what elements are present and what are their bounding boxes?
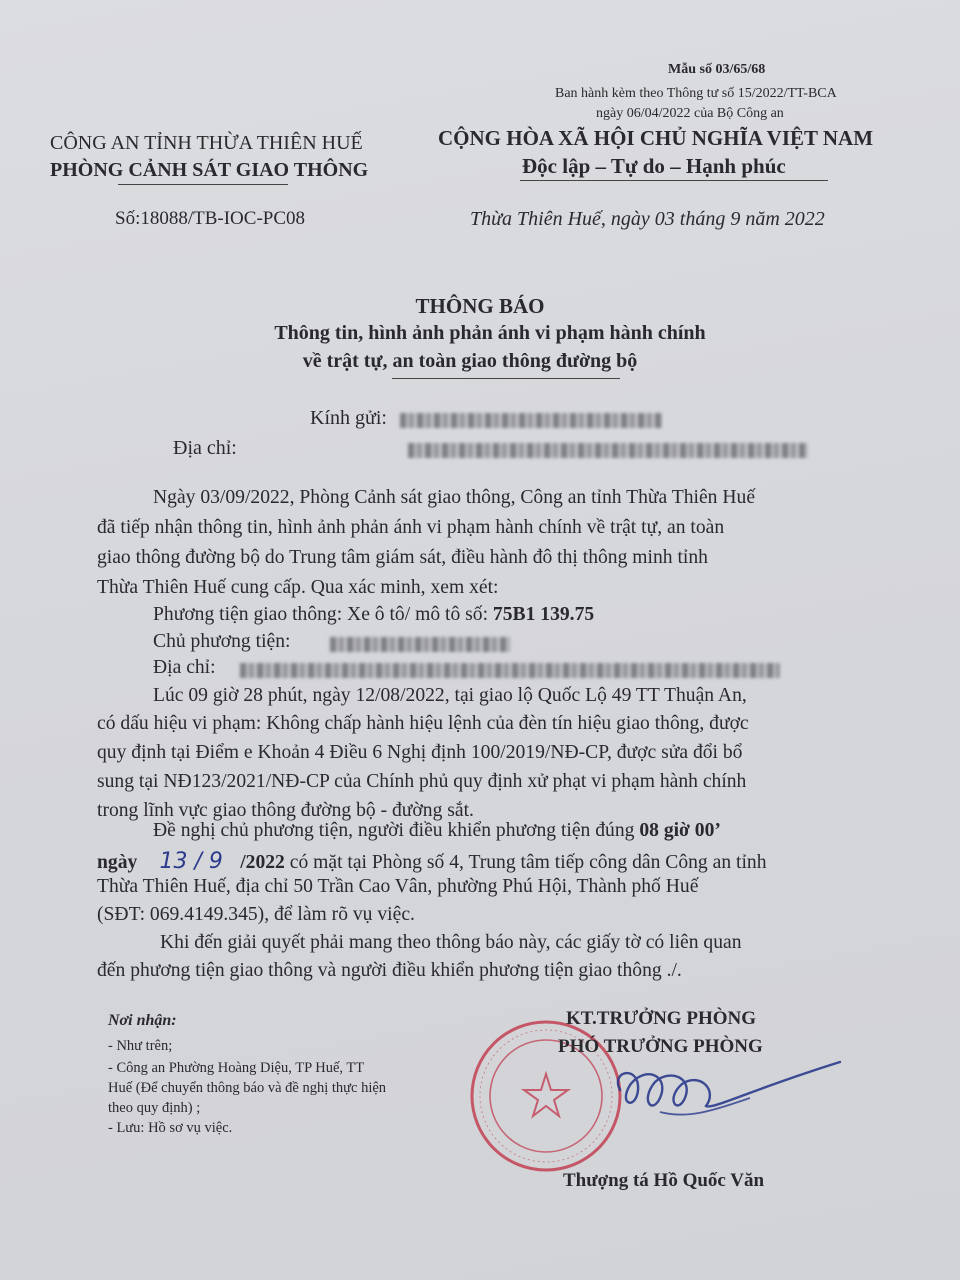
document-subtitle-1: Thông tin, hình ảnh phản ánh vi phạm hành chính: [274, 322, 706, 344]
recipient-item-2b: Huế (Để chuyển thông báo và đề nghị thực hiện: [108, 1080, 387, 1096]
subtitle-underline: [392, 378, 620, 379]
appointment-date-handwritten: 13 / 9: [159, 849, 223, 874]
recipient-item-2c: theo quy định) ;: [108, 1100, 201, 1116]
para3-line1: [153, 820, 721, 842]
vehicle-label: Phương tiện giao thông: Xe ô tô/ mô tô số:: [153, 604, 493, 625]
document-title: THÔNG BÁO: [415, 294, 545, 318]
country-name: CỘNG HÒA XÃ HỘI CHỦ NGHĨA VIỆT NAM: [438, 126, 874, 150]
para1-line1: Ngày 03/09/2022, Phòng Cảnh sát giao thông, Công an tỉnh Thừa Thiên Huế: [153, 487, 756, 508]
para3-line2: [97, 849, 767, 874]
recipient-address-label: Địa chỉ:: [173, 437, 237, 459]
appointment-day-label: ngày: [97, 852, 138, 873]
para2-line1: Lúc 09 giờ 28 phút, ngày 12/08/2022, tại giao lộ Quốc Lộ 49 TT Thuận An,: [153, 685, 747, 706]
para4-line2: đến phương tiện giao thông và người điều khiển phương tiện giao thông ./.: [97, 960, 682, 981]
owner-label: Chủ phương tiện:: [153, 631, 291, 652]
para1-line3: giao thông đường bộ do Trung tâm giám sát, điều hành đô thị thông minh tỉnh: [97, 547, 708, 568]
agency-underline: [118, 184, 288, 185]
recipient-item-1: - Như trên;: [108, 1038, 173, 1054]
agency-parent: CÔNG AN TỈNH THỪA THIÊN HUẾ: [50, 132, 363, 154]
appointment-time: 08 giờ 00’: [639, 820, 721, 841]
appointment-place: có mặt tại Phòng số 4, Trung tâm tiếp công dân Công an tỉnh: [284, 852, 767, 873]
para1-line4: Thừa Thiên Huế cung cấp. Qua xác minh, xem xét:: [97, 577, 499, 598]
vehicle-plate: 75B1 139.75: [492, 604, 595, 625]
para3-line3: Thừa Thiên Huế, địa chỉ 50 Trần Cao Vân, phường Phú Hội, Thành phố Huế: [97, 876, 699, 897]
signer-name: Thượng tá Hồ Quốc Văn: [563, 1170, 765, 1191]
recipient-item-2: - Công an Phường Hoàng Diệu, TP Huế, TT: [108, 1060, 365, 1076]
para1-line2: đã tiếp nhận thông tin, hình ảnh phản ánh vi phạm hành chính về trật tự, an toàn: [97, 517, 725, 538]
para3-text: Đề nghị chủ phương tiện, người điều khiển phương tiện đúng: [153, 820, 640, 841]
redacted-recipient-address: [408, 443, 808, 458]
motto-underline: [520, 180, 828, 181]
para2-line4: sung tại NĐ123/2021/NĐ-CP của Chính phủ quy định xử phạt vi phạm hành chính: [97, 771, 747, 792]
recipients-heading: Nơi nhận:: [108, 1012, 177, 1029]
form-number: Mẫu số 03/65/68: [668, 62, 766, 77]
para2-line2: có dấu hiệu vi phạm: Không chấp hành hiệu lệnh của đèn tín hiệu giao thông, được: [97, 713, 749, 734]
owner-address-label: Địa chỉ:: [153, 657, 216, 678]
para2-line3: quy định tại Điểm e Khoản 4 Điều 6 Nghị định 100/2019/NĐ-CP, được sửa đổi bổ: [97, 742, 743, 763]
redacted-recipient-name: [400, 413, 662, 428]
national-motto: Độc lập – Tự do – Hạnh phúc: [522, 154, 786, 178]
appointment-year: /2022: [240, 852, 285, 873]
handwritten-signature: [600, 1050, 850, 1150]
document-subtitle-2: về trật tự, an toàn giao thông đường bộ: [302, 350, 638, 372]
para3-line4: (SĐT: 069.4149.345), để làm rõ vụ việc.: [97, 904, 415, 925]
para4-line1: Khi đến giải quyết phải mang theo thông báo này, các giấy tờ có liên quan: [160, 932, 742, 953]
recipient-label: Kính gửi:: [310, 407, 387, 429]
redacted-owner-address: [240, 663, 780, 678]
vehicle-line: [153, 604, 594, 626]
form-issued-date: ngày 06/04/2022 của Bộ Công an: [596, 106, 784, 121]
agency-name: PHÒNG CẢNH SÁT GIAO THÔNG: [50, 159, 369, 181]
document-number: Số:18088/TB-IOC-PC08: [115, 208, 306, 229]
signer-title: PHÓ TRƯỞNG PHÒNG: [558, 1036, 763, 1057]
recipient-item-3: - Lưu: Hồ sơ vụ việc.: [108, 1120, 233, 1136]
redacted-owner-name: [330, 637, 510, 652]
signer-kt-title: KT.TRƯỞNG PHÒNG: [566, 1008, 756, 1029]
place-date: Thừa Thiên Huế, ngày 03 tháng 9 năm 2022: [470, 208, 825, 230]
form-issued-by: Ban hành kèm theo Thông tư số 15/2022/TT-BCA: [555, 86, 837, 101]
para2-line5: trong lĩnh vực giao thông đường bộ - đường sắt.: [97, 800, 474, 821]
